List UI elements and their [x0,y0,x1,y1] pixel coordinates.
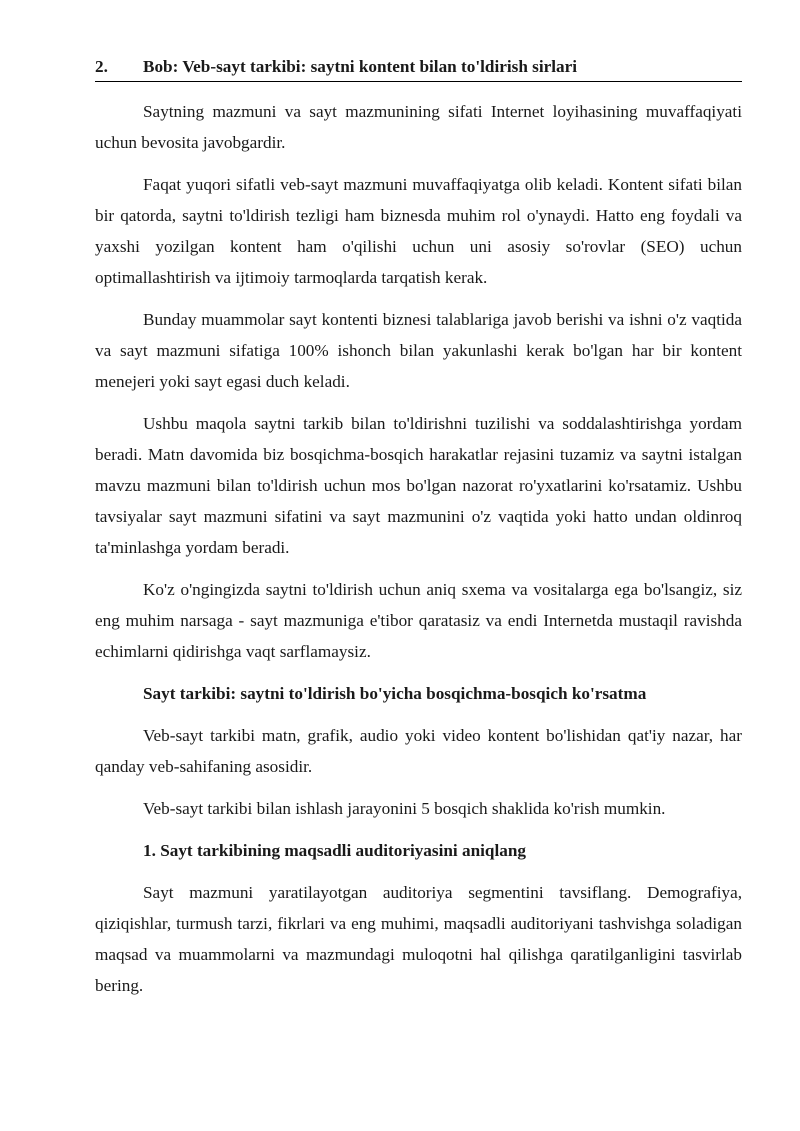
paragraph: Faqat yuqori sifatli veb-sayt mazmuni muvaffaqiyatga olib keladi. Kontent sifati bilan bir qatorda, saytni to'ldirish tezligi ham biznesda muhim rol o'ynaydi. Hatto eng foydali va yaxshi yozilgan kontent ham o'qilishi uchun uni asosiy so'rovlar (SEO) uchun optimallashtirish va ijtimoiy tarmoqlarda tarqatish kerak. [95,175,742,287]
paragraph: Ushbu maqola saytni tarkib bilan to'ldirishni tuzilishi va soddalashtirishga yordam beradi. Matn davomida biz bosqichma-bosqich harakatlar rejasini tuzamiz va saytni istalgan mavzu mazmuni bilan to'ldirish uchun mos bo'lgan nazorat ro'yxatlarini ko'rsatamiz. Ushbu tavsiyalar sayt mazmuni sifatini va sayt mazmunini o'z vaqtida yoki hatto undan oldinroq ta'minlashga yordam beradi. [95,414,742,557]
chapter-title: Bob: Veb-sayt tarkibi: saytni kontent bilan to'ldirish sirlari [143,57,578,76]
document-page [95,55,742,1001]
chapter-heading [95,55,742,82]
paragraph: Sayt mazmuni yaratilayotgan auditoriya segmentini tavsiflang. Demografiya, qiziqishlar, turmush tarzi, fikrlari va eng muhimi, maqsadli auditoriyani tashvishga soladigan maqsad va muammolarni va mazmundagi muloqotni hal qilishga qaratilganligini tasvirlab bering. [95,883,742,995]
paragraph: Saytning mazmuni va sayt mazmunining sifati Internet loyihasining muvaffaqiyati uchun bevosita javobgardir. [95,102,742,152]
step-subheading: 1. Sayt tarkibining maqsadli auditoriyasini aniqlang [143,841,527,860]
chapter-number: 2. [95,57,108,76]
paragraph: Veb-sayt tarkibi matn, grafik, audio yoki video kontent bo'lishidan qat'iy nazar, har qanday veb-sahifaning asosidir. [95,726,742,776]
paragraph: Bunday muammolar sayt kontenti biznesi talablariga javob berishi va ishni o'z vaqtida va sayt mazmuni sifatiga 100% ishonch bilan yakunlashi kerak bo'lgan har bir kontent menejeri yoki sayt egasi duch keladi. [95,310,742,391]
section-subheading: Sayt tarkibi: saytni to'ldirish bo'yicha bosqichma-bosqich ko'rsatma [143,684,647,703]
paragraph: Veb-sayt tarkibi bilan ishlash jarayonini 5 bosqich shaklida ko'rish mumkin. [143,799,666,818]
paragraph: Ko'z o'ngingizda saytni to'ldirish uchun aniq sxema va vositalarga ega bo'lsangiz, siz eng muhim narsaga - sayt mazmuniga e'tibor qaratasiz va endi Internetda mustaqil ravishda echimlarni qidirishga vaqt sarflamaysiz. [95,580,742,661]
